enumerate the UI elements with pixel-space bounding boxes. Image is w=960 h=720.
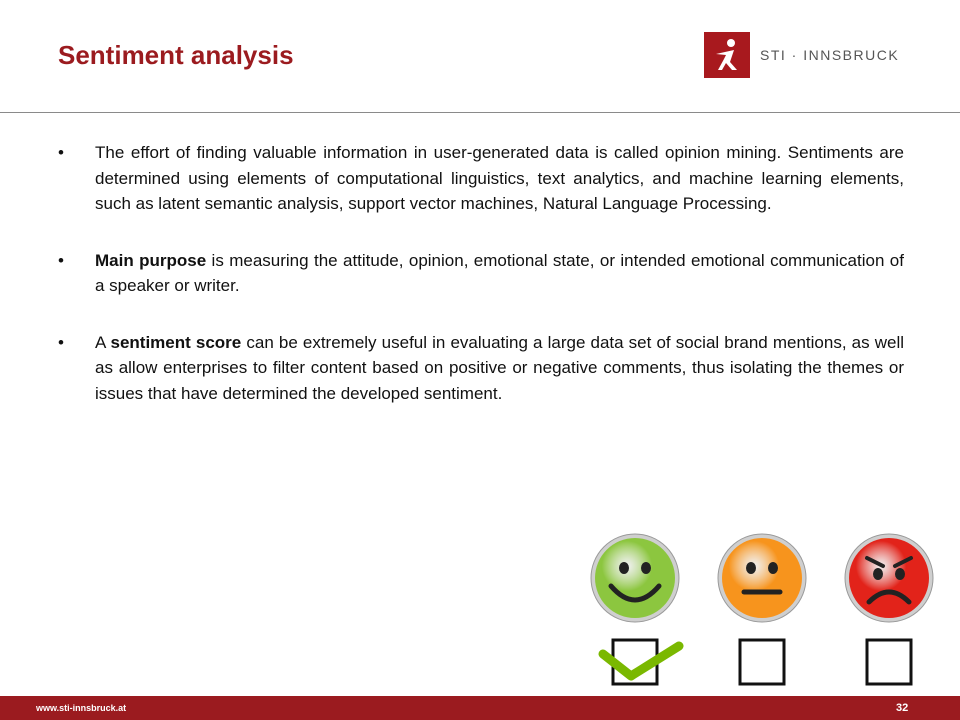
bullet-text: The effort of finding valuable information in user-generated data is called opinion mining. Sentiments are determined using elements of computational linguistics, text analytics, and machine learning elements, such as latent semantic analysis, support vector machines, Natural Language Processing. bbox=[95, 143, 904, 213]
title-divider bbox=[0, 112, 960, 113]
neutral-face bbox=[718, 534, 806, 622]
bullet-emphasis: sentiment score bbox=[110, 332, 242, 352]
logo-text: STI · INNSBRUCK bbox=[760, 47, 900, 63]
slide-title: Sentiment analysis bbox=[58, 40, 294, 70]
bullet-list bbox=[58, 140, 904, 437]
footer-bar bbox=[0, 696, 960, 720]
bullet-marker: • bbox=[58, 250, 64, 270]
bullet-marker: • bbox=[58, 143, 64, 162]
logo-mark bbox=[704, 32, 750, 78]
bullet-item bbox=[58, 330, 904, 407]
sentiment-faces-illustration bbox=[580, 530, 950, 690]
checkbox-angry bbox=[867, 640, 911, 684]
bullet-text: A bbox=[95, 332, 111, 352]
bullet-item bbox=[58, 248, 904, 299]
footer-url: www.sti-innsbruck.at bbox=[36, 703, 127, 713]
bullet-emphasis: Main purpose bbox=[95, 250, 207, 270]
page-number: 32 bbox=[896, 702, 909, 714]
bullet-text: is measuring the attitude, opinion, emotional state, or intended emotional communication of a speaker or writer. bbox=[95, 250, 904, 295]
bullet-text: can be extremely useful in evaluating a large data set of social brand mentions, as well as allow enterprises to filter content based on positive or negative comments, thus isolating the themes or issues that have determined the developed sentiment. bbox=[95, 332, 904, 403]
bullet-marker: • bbox=[58, 332, 64, 352]
sti-logo bbox=[704, 32, 899, 78]
angry-face bbox=[845, 534, 933, 622]
bullet-item bbox=[58, 140, 904, 217]
checkbox-neutral bbox=[740, 640, 784, 684]
happy-face bbox=[591, 534, 679, 622]
